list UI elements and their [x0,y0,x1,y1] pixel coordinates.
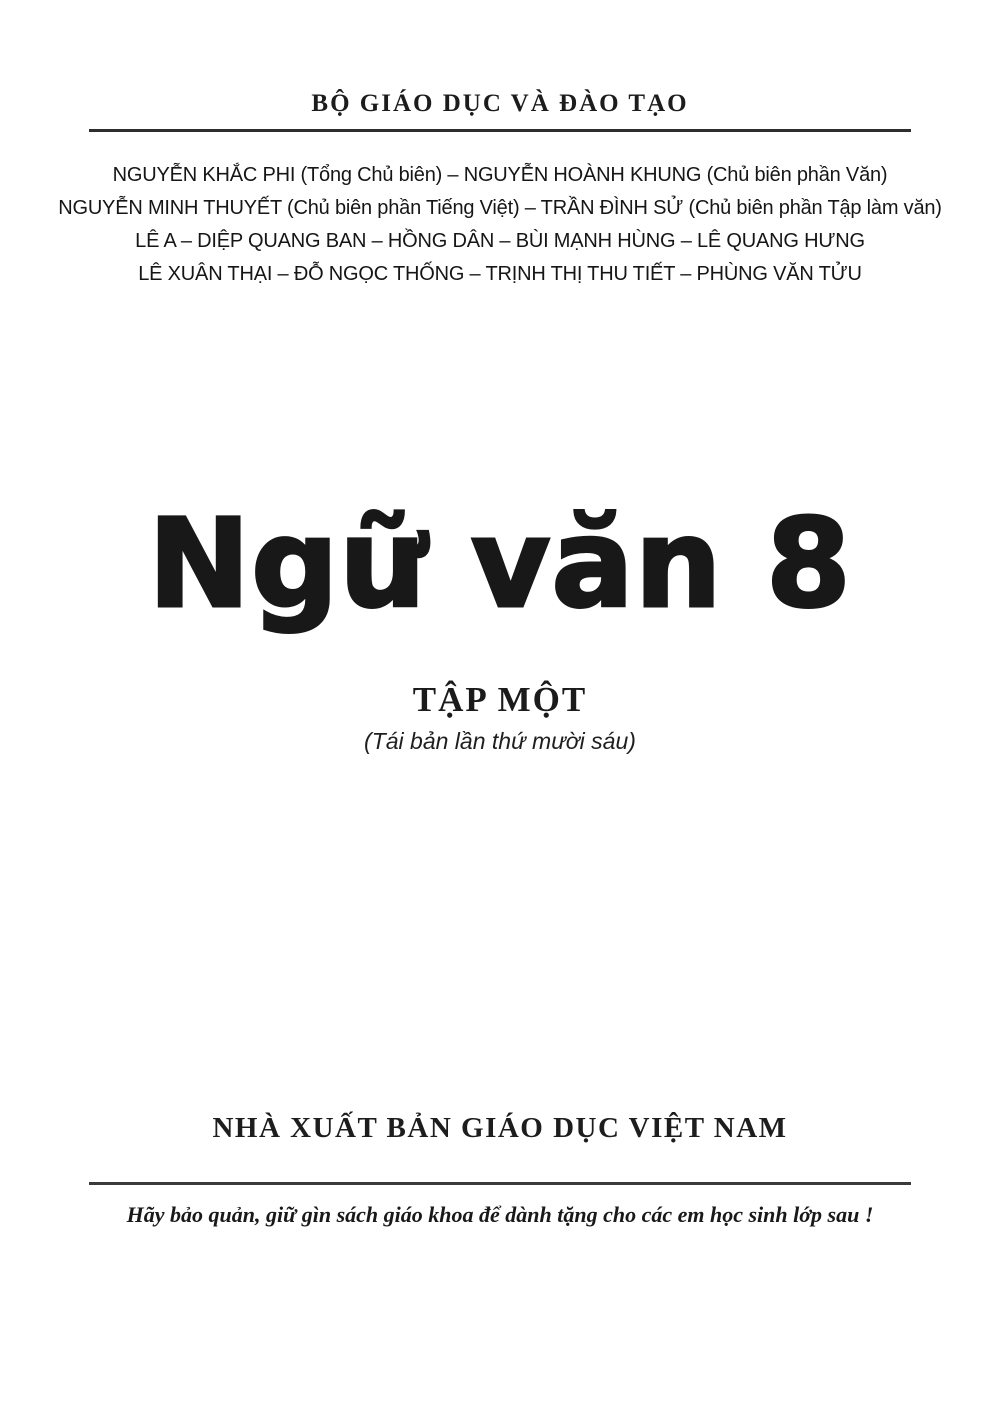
care-note: Hãy bảo quản, giữ gìn sách giáo khoa để dành tặng cho các em học sinh lớp sau ! [126,1202,874,1227]
authors-line-3: LÊ A – DIỆP QUANG BAN – HỒNG DÂN – BÙI MẠNH HÙNG – LÊ QUANG HƯNG [135,230,865,252]
ministry-header: BỘ GIÁO DỤC VÀ ĐÀO TẠO [311,90,689,117]
authors-line-4: LÊ XUÂN THẠI – ĐỖ NGỌC THỐNG – TRỊNH THỊ THU TIẾT – PHÙNG VĂN TỬU [138,263,862,285]
edition-note: (Tái bản lần thứ mười sáu) [364,728,636,754]
book-title: Ngữ văn 8 [148,493,852,635]
bottom-divider-rule [89,1182,911,1185]
top-divider-rule [89,129,911,132]
authors-line-1: NGUYỄN KHẮC PHI (Tổng Chủ biên) – NGUYỄN HOÀNH KHUNG (Chủ biên phần Văn) [112,164,888,186]
volume-label: TẬP MỘT [412,680,588,719]
authors-block [0,159,1000,291]
authors-line-2: NGUYỄN MINH THUYẾT (Chủ biên phần Tiếng Việt) – TRẦN ĐÌNH SỬ (Chủ biên phần Tập làm văn) [58,197,942,219]
publisher-name: NHÀ XUẤT BẢN GIÁO DỤC VIỆT NAM [212,1112,788,1144]
